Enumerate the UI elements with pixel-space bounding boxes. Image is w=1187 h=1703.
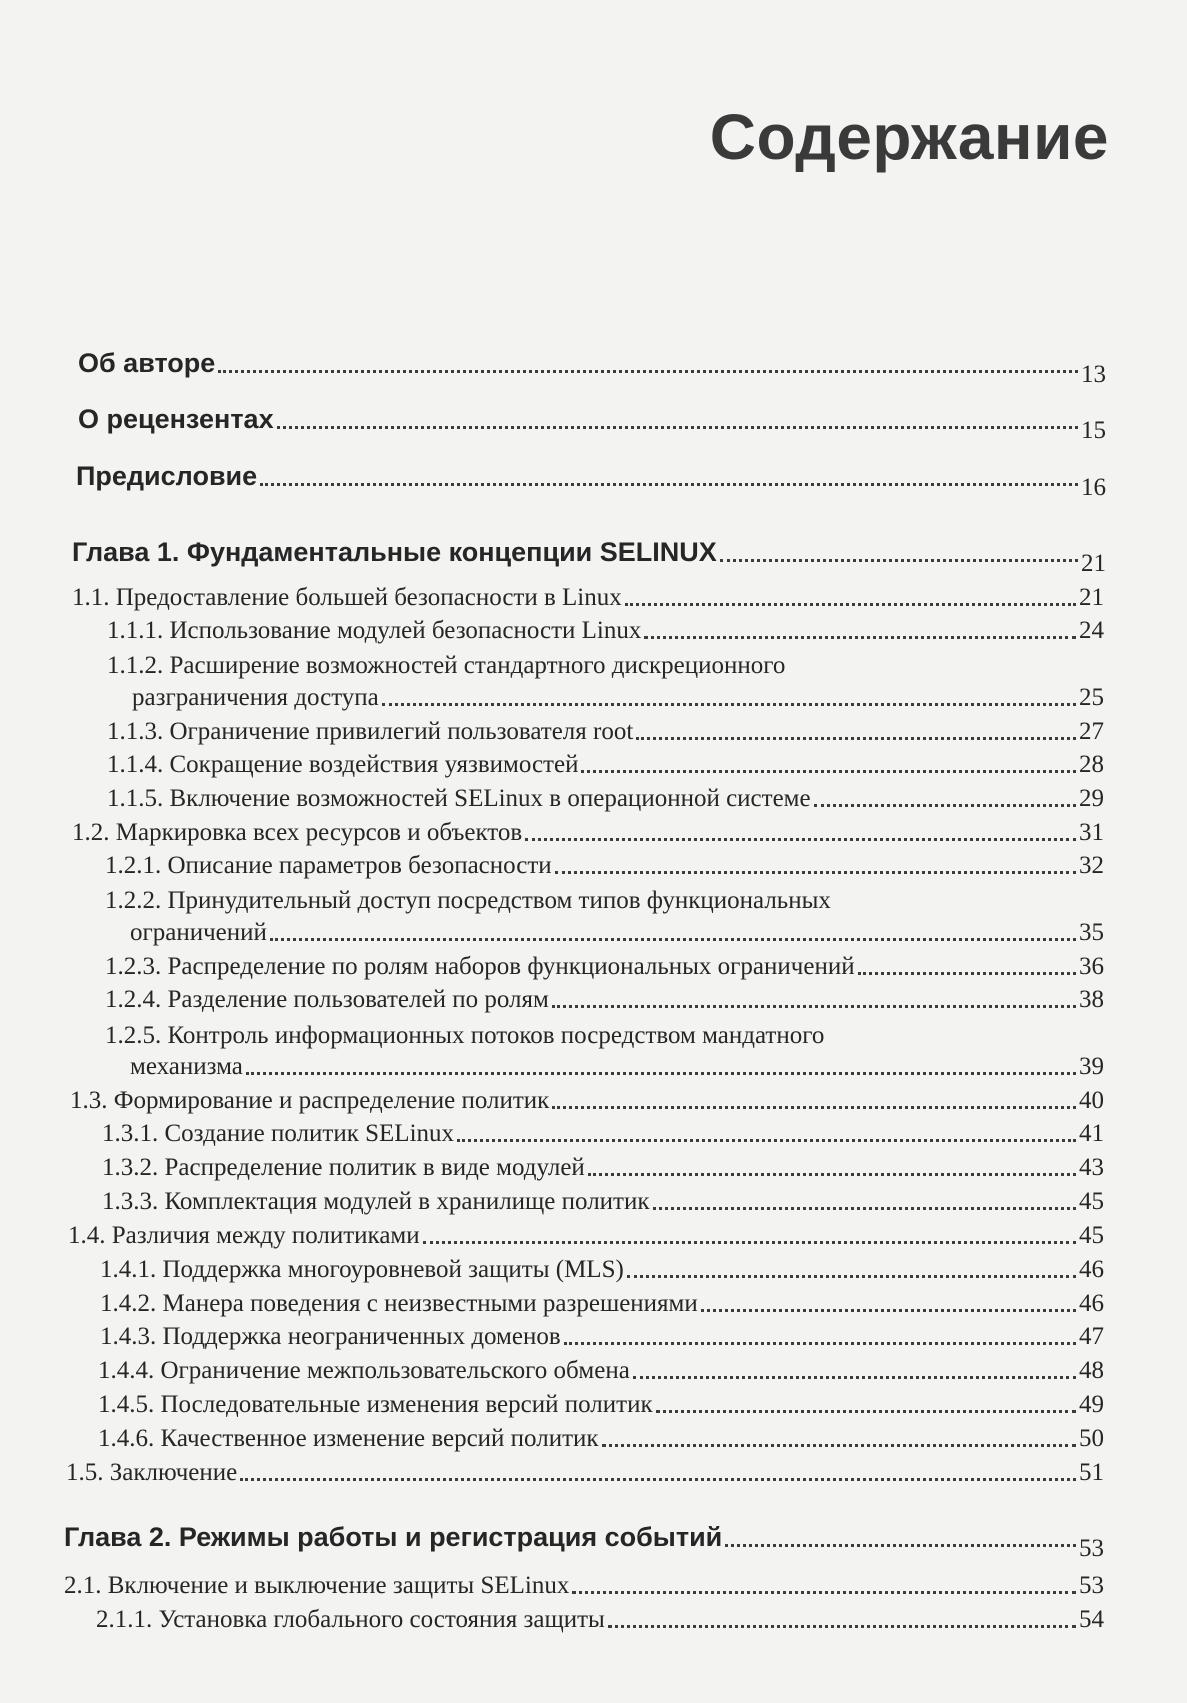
toc-entry-1-1-2-line1: 1.1.2. Расширение возможностей стандартного дискреционного (107, 652, 786, 679)
toc-entry-text: 1.3.3. Комплектация модулей в хранилище политик (102, 1188, 650, 1215)
toc-entry-text: 1.1.3. Ограничение привилегий пользователя root (107, 718, 634, 745)
toc-entry-text: 1.2.4. Разделение пользователей по ролям (105, 986, 549, 1013)
toc-page-number: 51 (1079, 1459, 1104, 1486)
toc-entry-1-1-2[interactable] (132, 684, 1104, 712)
toc-entry-text: 1.4.3. Поддержка неограниченных доменов (100, 1323, 561, 1350)
toc-entry-1-4-2[interactable] (100, 1290, 1104, 1318)
toc-entry-text: Глава 2. Режимы работы и регистрация событий (64, 1522, 723, 1552)
toc-page-number: 45 (1079, 1188, 1104, 1215)
toc-entry-1-1[interactable] (72, 584, 1104, 612)
toc-entry-1-2-5[interactable] (130, 1053, 1104, 1081)
toc-page-number: 21 (1079, 584, 1104, 611)
toc-page-number: 15 (1081, 417, 1106, 444)
toc-entry-1-2-2-line1: 1.2.2. Принудительный доступ посредством типов функциональных (105, 887, 831, 914)
toc-entry-1-1-3[interactable] (107, 718, 1104, 746)
toc-entry-1-2[interactable] (72, 819, 1104, 847)
toc-entry-text: 1.4.2. Манера поведения с неизвестными разрешениями (100, 1290, 698, 1317)
toc-entry-text: 1.2.1. Описание параметров безопасности (105, 852, 552, 879)
toc-entry-1-4-1[interactable] (100, 1256, 1104, 1284)
toc-entry-text: 1.4. Различия между политиками (68, 1222, 420, 1249)
toc-page-number: 39 (1079, 1053, 1104, 1080)
toc-page-number: 25 (1079, 684, 1104, 711)
toc-entry-1-1-1[interactable] (107, 617, 1104, 645)
toc-entry-1-3-3[interactable] (102, 1188, 1104, 1216)
toc-entry-text: 1.4.1. Поддержка многоуровневой защиты (MLS) (100, 1256, 624, 1283)
toc-entry-text: 1.1.4. Сокращение воздействия уязвимостей (107, 751, 579, 778)
toc-entry-1-2-5-line1: 1.2.5. Контроль информационных потоков посредством мандатного (105, 1022, 825, 1049)
toc-page-number: 54 (1079, 1606, 1104, 1633)
leader-dots (555, 871, 1076, 874)
leader-dots (270, 938, 1076, 941)
toc-entry-text: 1.1. Предоставление большей безопасности в Linux (72, 584, 622, 611)
toc-entry-text: 1.2. Маркировка всех ресурсов и объектов (72, 819, 523, 846)
toc-entry-1-1-4[interactable] (107, 751, 1104, 779)
leader-dots (525, 838, 1076, 841)
toc-entry-text: Об авторе (78, 348, 216, 378)
toc-page-number: 48 (1079, 1357, 1104, 1384)
leader-dots (633, 1376, 1076, 1379)
toc-entry-text: механизма (130, 1053, 243, 1080)
toc-page-number: 45 (1079, 1222, 1104, 1249)
toc-page-number: 53 (1079, 1572, 1104, 1599)
leader-dots (218, 370, 1078, 373)
toc-entry-text: 1.5. Заключение (66, 1459, 238, 1486)
toc-entry-text: 1.4.6. Качественное изменение версий политик (98, 1425, 599, 1452)
leader-dots (581, 770, 1076, 773)
toc-page-number: 53 (1079, 1535, 1104, 1562)
leader-dots (725, 1544, 1076, 1547)
toc-page-number: 38 (1079, 986, 1104, 1013)
leader-dots (564, 1342, 1076, 1345)
toc-page-number: 16 (1081, 474, 1106, 501)
toc-page-number: 50 (1079, 1425, 1104, 1452)
toc-page-number: 46 (1079, 1290, 1104, 1317)
toc-entry-1-4[interactable] (68, 1222, 1104, 1250)
leader-dots (277, 426, 1078, 429)
toc-entry-text: Предисловие (76, 461, 258, 491)
toc-entry-1-2-1[interactable] (105, 852, 1104, 880)
leader-dots (636, 737, 1076, 740)
toc-entry-1-4-5[interactable] (98, 1391, 1104, 1419)
toc-entry-text: 1.4.4. Ограничение межпользовательского обмена (98, 1357, 630, 1384)
leader-dots (423, 1241, 1076, 1244)
toc-page-number: 36 (1079, 953, 1104, 980)
toc-entry-text: О рецензентах (78, 404, 274, 434)
toc-entry-1-4-6[interactable] (98, 1425, 1104, 1453)
toc-entry-1-2-4[interactable] (105, 986, 1104, 1014)
leader-dots (720, 559, 1078, 562)
leader-dots (572, 1591, 1076, 1594)
toc-page-number: 24 (1079, 617, 1104, 644)
leader-dots (814, 804, 1076, 807)
toc-entry-text: 1.3.1. Создание политик SELinux (102, 1120, 455, 1147)
toc-entry-1-5[interactable] (66, 1459, 1104, 1487)
toc-page-number: 41 (1079, 1120, 1104, 1147)
toc-entry-about-author[interactable] (78, 348, 1106, 388)
leader-dots (552, 1106, 1076, 1109)
leader-dots (701, 1309, 1076, 1312)
toc-entry-1-3-2[interactable] (102, 1154, 1104, 1182)
toc-entry-1-1-5[interactable] (107, 785, 1104, 813)
toc-page-number: 49 (1079, 1391, 1104, 1418)
toc-page-number: 13 (1081, 361, 1106, 388)
leader-dots (653, 1207, 1076, 1210)
leader-dots (382, 703, 1076, 706)
toc-entry-text: 1.1.1. Использование модулей безопасности Linux (107, 617, 642, 644)
toc-page-number: 28 (1079, 751, 1104, 778)
toc-page-number: 47 (1079, 1323, 1104, 1350)
leader-dots (588, 1173, 1076, 1176)
toc-page-number: 27 (1079, 718, 1104, 745)
toc-entry-reviewers[interactable] (78, 404, 1106, 444)
toc-entry-chapter-1[interactable] (72, 537, 1106, 577)
toc-page-number: 21 (1081, 550, 1106, 577)
toc-entry-text: 1.3. Формирование и распределение политик (70, 1087, 550, 1114)
leader-dots (457, 1139, 1076, 1142)
toc-page-number: 29 (1079, 785, 1104, 812)
toc-entry-text: 1.1.5. Включение возможностей SELinux в операционной системе (107, 785, 811, 812)
toc-page-number: 31 (1079, 819, 1104, 846)
toc-entry-2-1-1[interactable] (96, 1606, 1104, 1634)
toc-page-number: 32 (1079, 852, 1104, 879)
toc-entry-text: Глава 1. Фундаментальные концепции SELINUX (72, 537, 717, 567)
toc-page-number: 40 (1079, 1087, 1104, 1114)
leader-dots (608, 1625, 1076, 1628)
leader-dots (627, 1275, 1076, 1278)
page-title: Содержание (709, 101, 1109, 173)
toc-entry-text: разграничения доступа (132, 684, 379, 711)
leader-dots (602, 1444, 1076, 1447)
leader-dots (552, 1005, 1076, 1008)
leader-dots (240, 1478, 1076, 1481)
toc-entry-text: 1.4.5. Последовательные изменения версий политик (98, 1391, 653, 1418)
toc-entry-1-2-3[interactable] (105, 953, 1104, 981)
toc-entry-preface[interactable] (76, 461, 1106, 501)
toc-entry-2-1[interactable] (64, 1572, 1104, 1600)
toc-page-number: 46 (1079, 1256, 1104, 1283)
toc-entry-1-4-4[interactable] (98, 1357, 1104, 1385)
leader-dots (644, 636, 1076, 639)
toc-entry-chapter-2[interactable] (64, 1522, 1104, 1562)
toc-entry-1-2-2[interactable] (130, 919, 1104, 947)
leader-dots (260, 483, 1078, 486)
toc-entry-1-3-1[interactable] (102, 1120, 1104, 1148)
toc-page-number: 35 (1079, 919, 1104, 946)
toc-entry-text: 1.3.2. Распределение политик в виде модулей (102, 1154, 585, 1181)
toc-entry-1-3[interactable] (70, 1087, 1104, 1115)
toc-entry-text: 1.2.3. Распределение по ролям наборов функциональных ограничений (105, 953, 855, 980)
toc-entry-text: ограничений (130, 919, 267, 946)
leader-dots (246, 1072, 1076, 1075)
toc-entry-text: 2.1.1. Установка глобального состояния защиты (96, 1606, 605, 1633)
toc-entry-1-4-3[interactable] (100, 1323, 1104, 1351)
toc-entry-text: 2.1. Включение и выключение защиты SELinux (64, 1572, 570, 1599)
leader-dots (858, 972, 1076, 975)
leader-dots (625, 603, 1076, 606)
leader-dots (656, 1410, 1076, 1413)
toc-page-number: 43 (1079, 1154, 1104, 1181)
